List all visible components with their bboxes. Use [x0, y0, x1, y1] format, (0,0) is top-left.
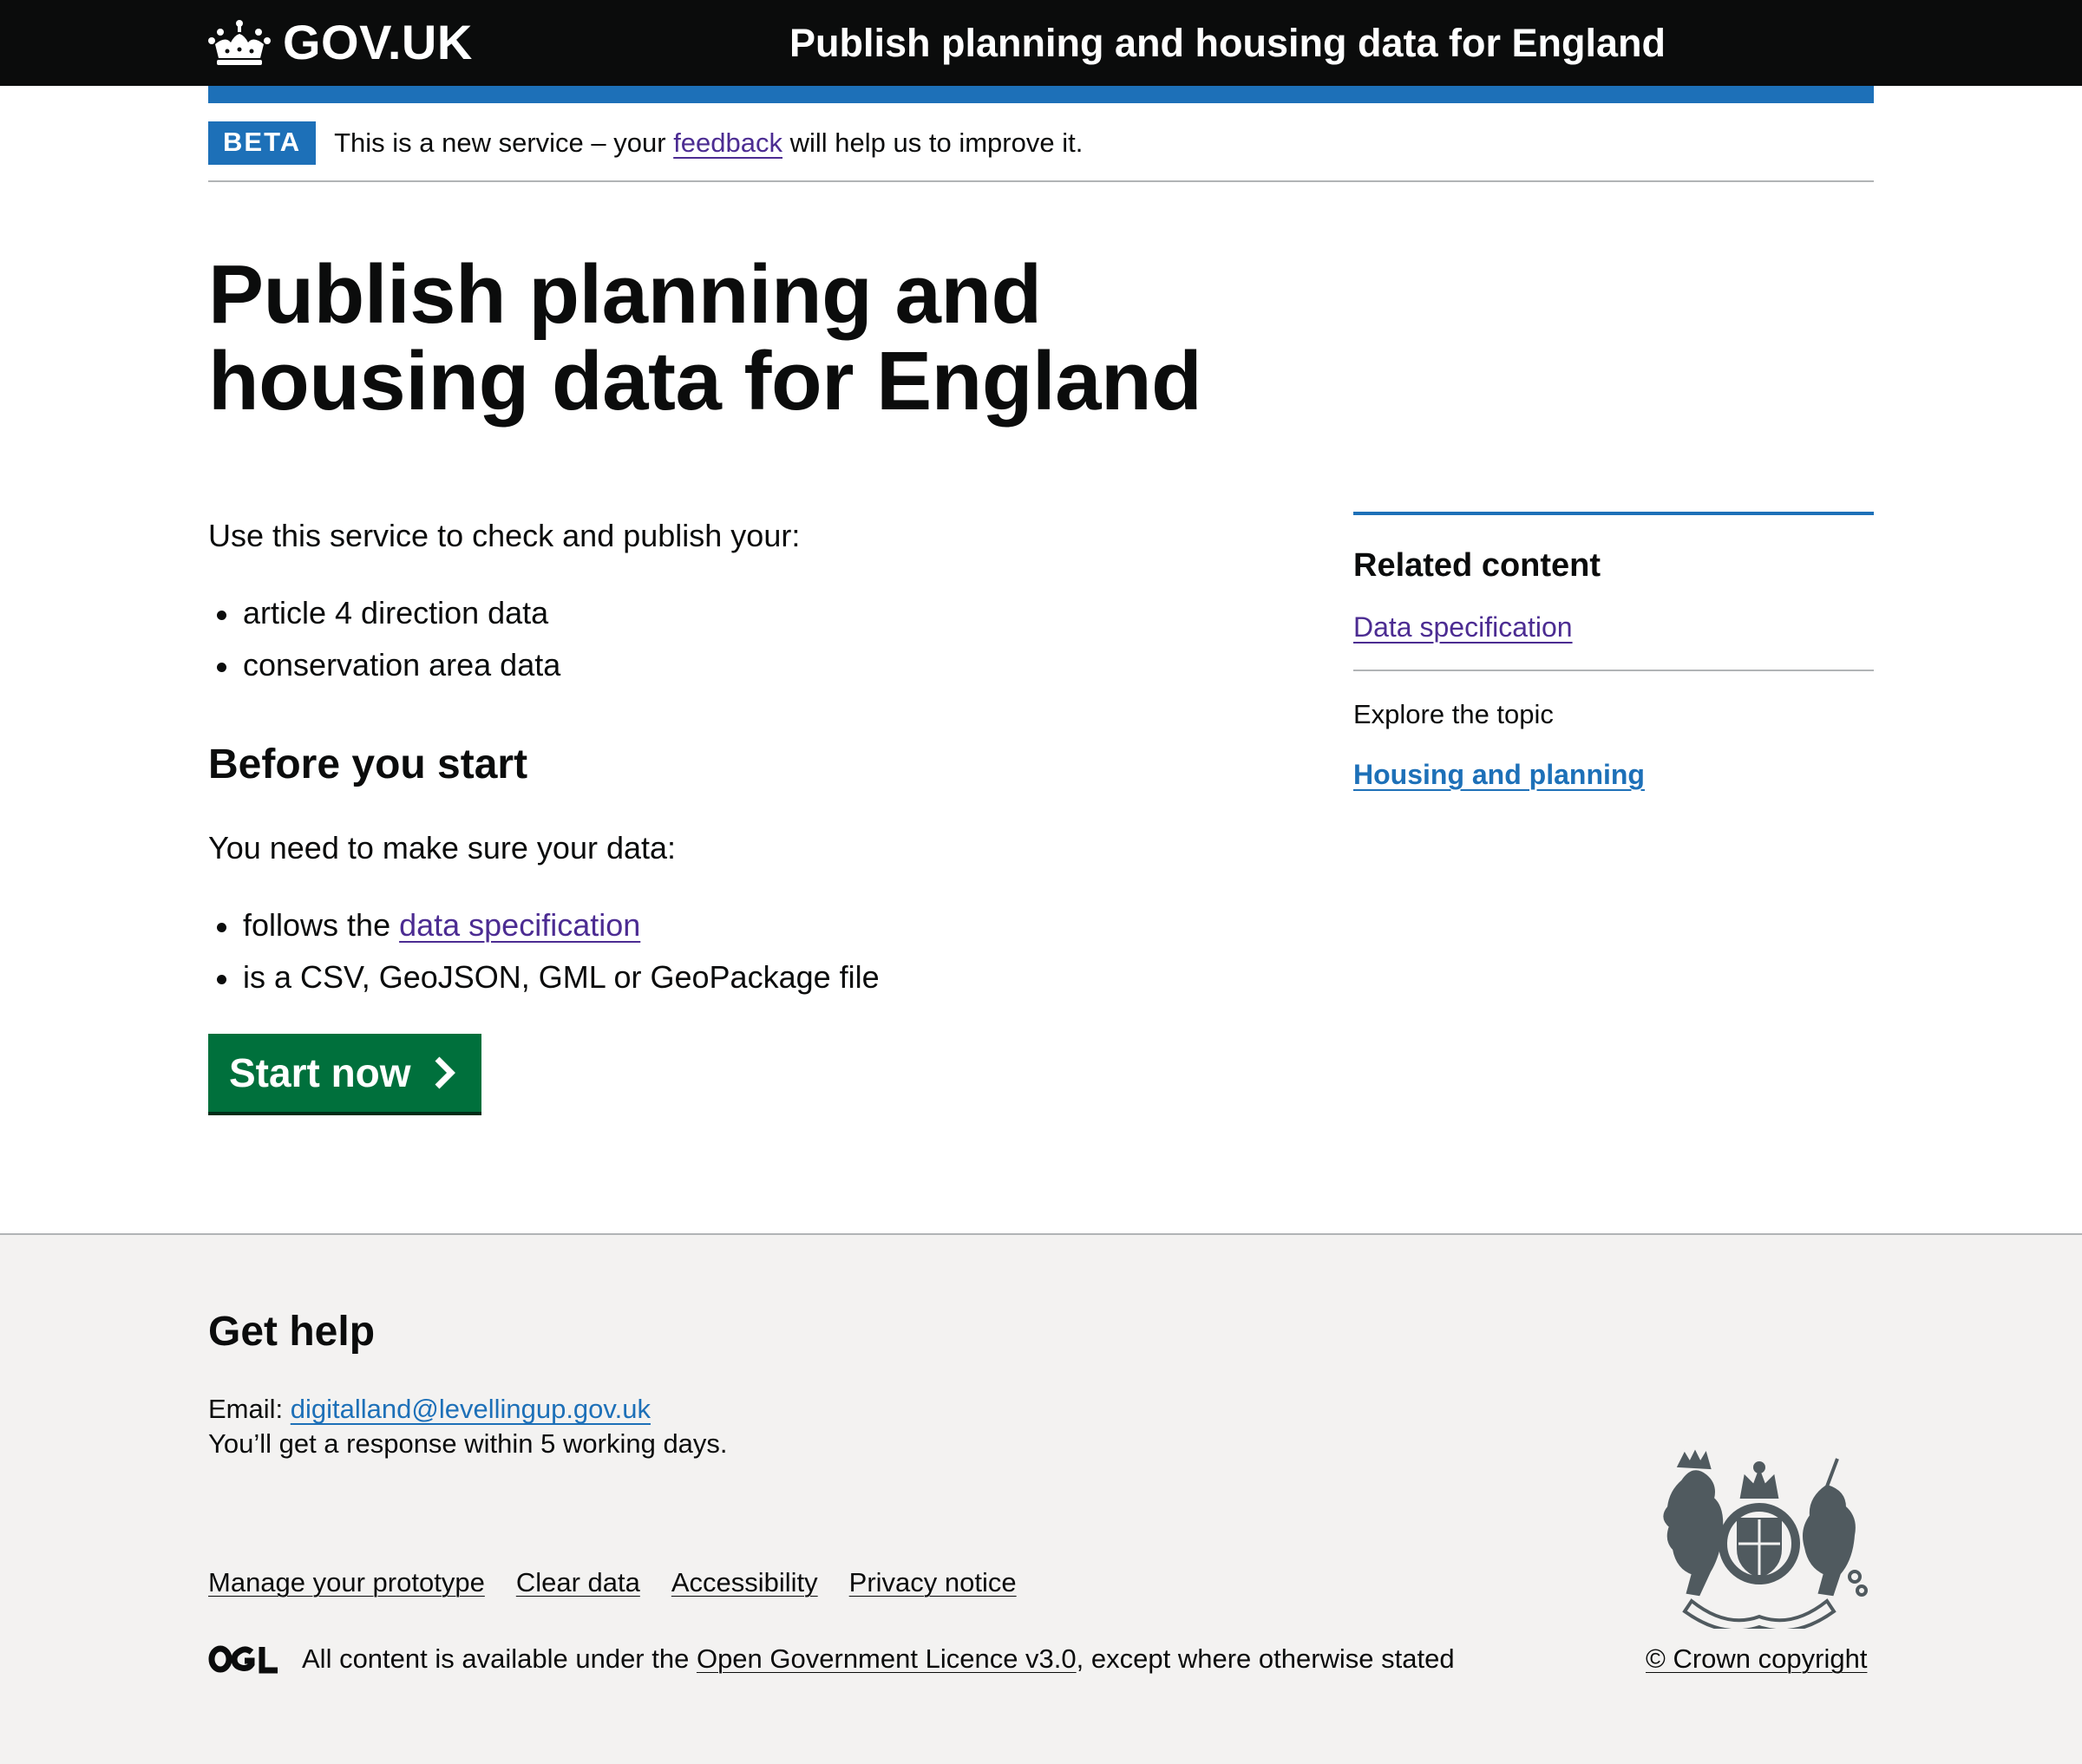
govuk-logo-link[interactable]	[208, 16, 473, 69]
dataset-list	[208, 587, 560, 691]
clear-data-link[interactable]: Clear data	[515, 1567, 640, 1597]
open-government-licence-link[interactable]: Open Government Licence v3.0	[696, 1643, 1077, 1674]
footer-link-item	[208, 1565, 485, 1601]
licence-text-before: All content is available under the	[302, 1643, 697, 1674]
start-button-label: Start now	[229, 1050, 411, 1095]
crown-icon	[208, 18, 271, 67]
footer-link-item	[671, 1565, 818, 1601]
chevron-right-icon	[430, 1055, 458, 1090]
response-time-text: You’ll get a response within 5 working days.	[208, 1428, 728, 1459]
start-now-button[interactable]	[208, 1034, 481, 1112]
royal-coat-of-arms-icon	[1648, 1447, 1870, 1629]
list-item: is a CSV, GeoJSON, GML or GeoPackage file	[208, 951, 880, 1003]
service-name-link[interactable]: Publish planning and housing data for England	[789, 21, 1666, 65]
ogl-logo-icon	[208, 1643, 281, 1675]
related-content-heading: Related content	[1353, 547, 1601, 584]
help-email	[208, 1391, 651, 1428]
footer-link-item	[516, 1565, 640, 1601]
logo-text: GOV.UK	[283, 15, 473, 69]
before-you-start-heading: Before you start	[208, 742, 528, 787]
housing-and-planning-link[interactable]: Housing and planning	[1353, 759, 1645, 790]
explore-topic-text: Explore the topic	[1353, 699, 1554, 729]
feedback-link[interactable]: feedback	[673, 127, 783, 158]
related-divider	[1353, 670, 1874, 671]
licence-text	[302, 1641, 1455, 1677]
requirements-list	[208, 899, 880, 1003]
phase-text-before: This is a new service – your	[334, 127, 674, 158]
footer-links	[208, 1565, 1017, 1601]
beta-tag: BETA	[208, 121, 316, 165]
list-item	[208, 899, 880, 951]
footer-link-item	[849, 1565, 1017, 1601]
licence-statement	[208, 1641, 1455, 1677]
requirements-intro: You need to make sure your data:	[208, 830, 677, 866]
phase-banner-text	[334, 121, 1083, 165]
list-item: article 4 direction data	[208, 587, 560, 639]
crown-copyright-link[interactable]: © Crown copyright	[1646, 1643, 1868, 1674]
manage-prototype-link[interactable]: Manage your prototype	[208, 1567, 485, 1597]
phase-text-after: will help us to improve it.	[782, 127, 1084, 158]
list-item: conservation area data	[208, 639, 560, 691]
privacy-notice-link[interactable]: Privacy notice	[848, 1567, 1017, 1597]
intro-text: Use this service to check and publish your:	[208, 518, 801, 553]
get-help-heading: Get help	[208, 1309, 376, 1355]
accessibility-link[interactable]: Accessibility	[671, 1567, 818, 1597]
data-specification-link[interactable]: data specification	[399, 907, 641, 943]
licence-text-after: , except where otherwise stated	[1076, 1643, 1455, 1674]
requirement-prefix: follows the	[243, 907, 400, 943]
help-email-link[interactable]: digitalland@levellingup.gov.uk	[290, 1394, 651, 1424]
related-data-specification-link[interactable]: Data specification	[1353, 611, 1573, 643]
phase-banner	[208, 121, 1874, 182]
email-label: Email:	[208, 1394, 291, 1424]
site-header	[0, 0, 2082, 86]
site-footer	[0, 1233, 2082, 1764]
related-content	[1353, 512, 1874, 793]
header-blue-bar	[208, 86, 1874, 103]
page-title: Publish planning and housing data for England	[208, 248, 1202, 428]
